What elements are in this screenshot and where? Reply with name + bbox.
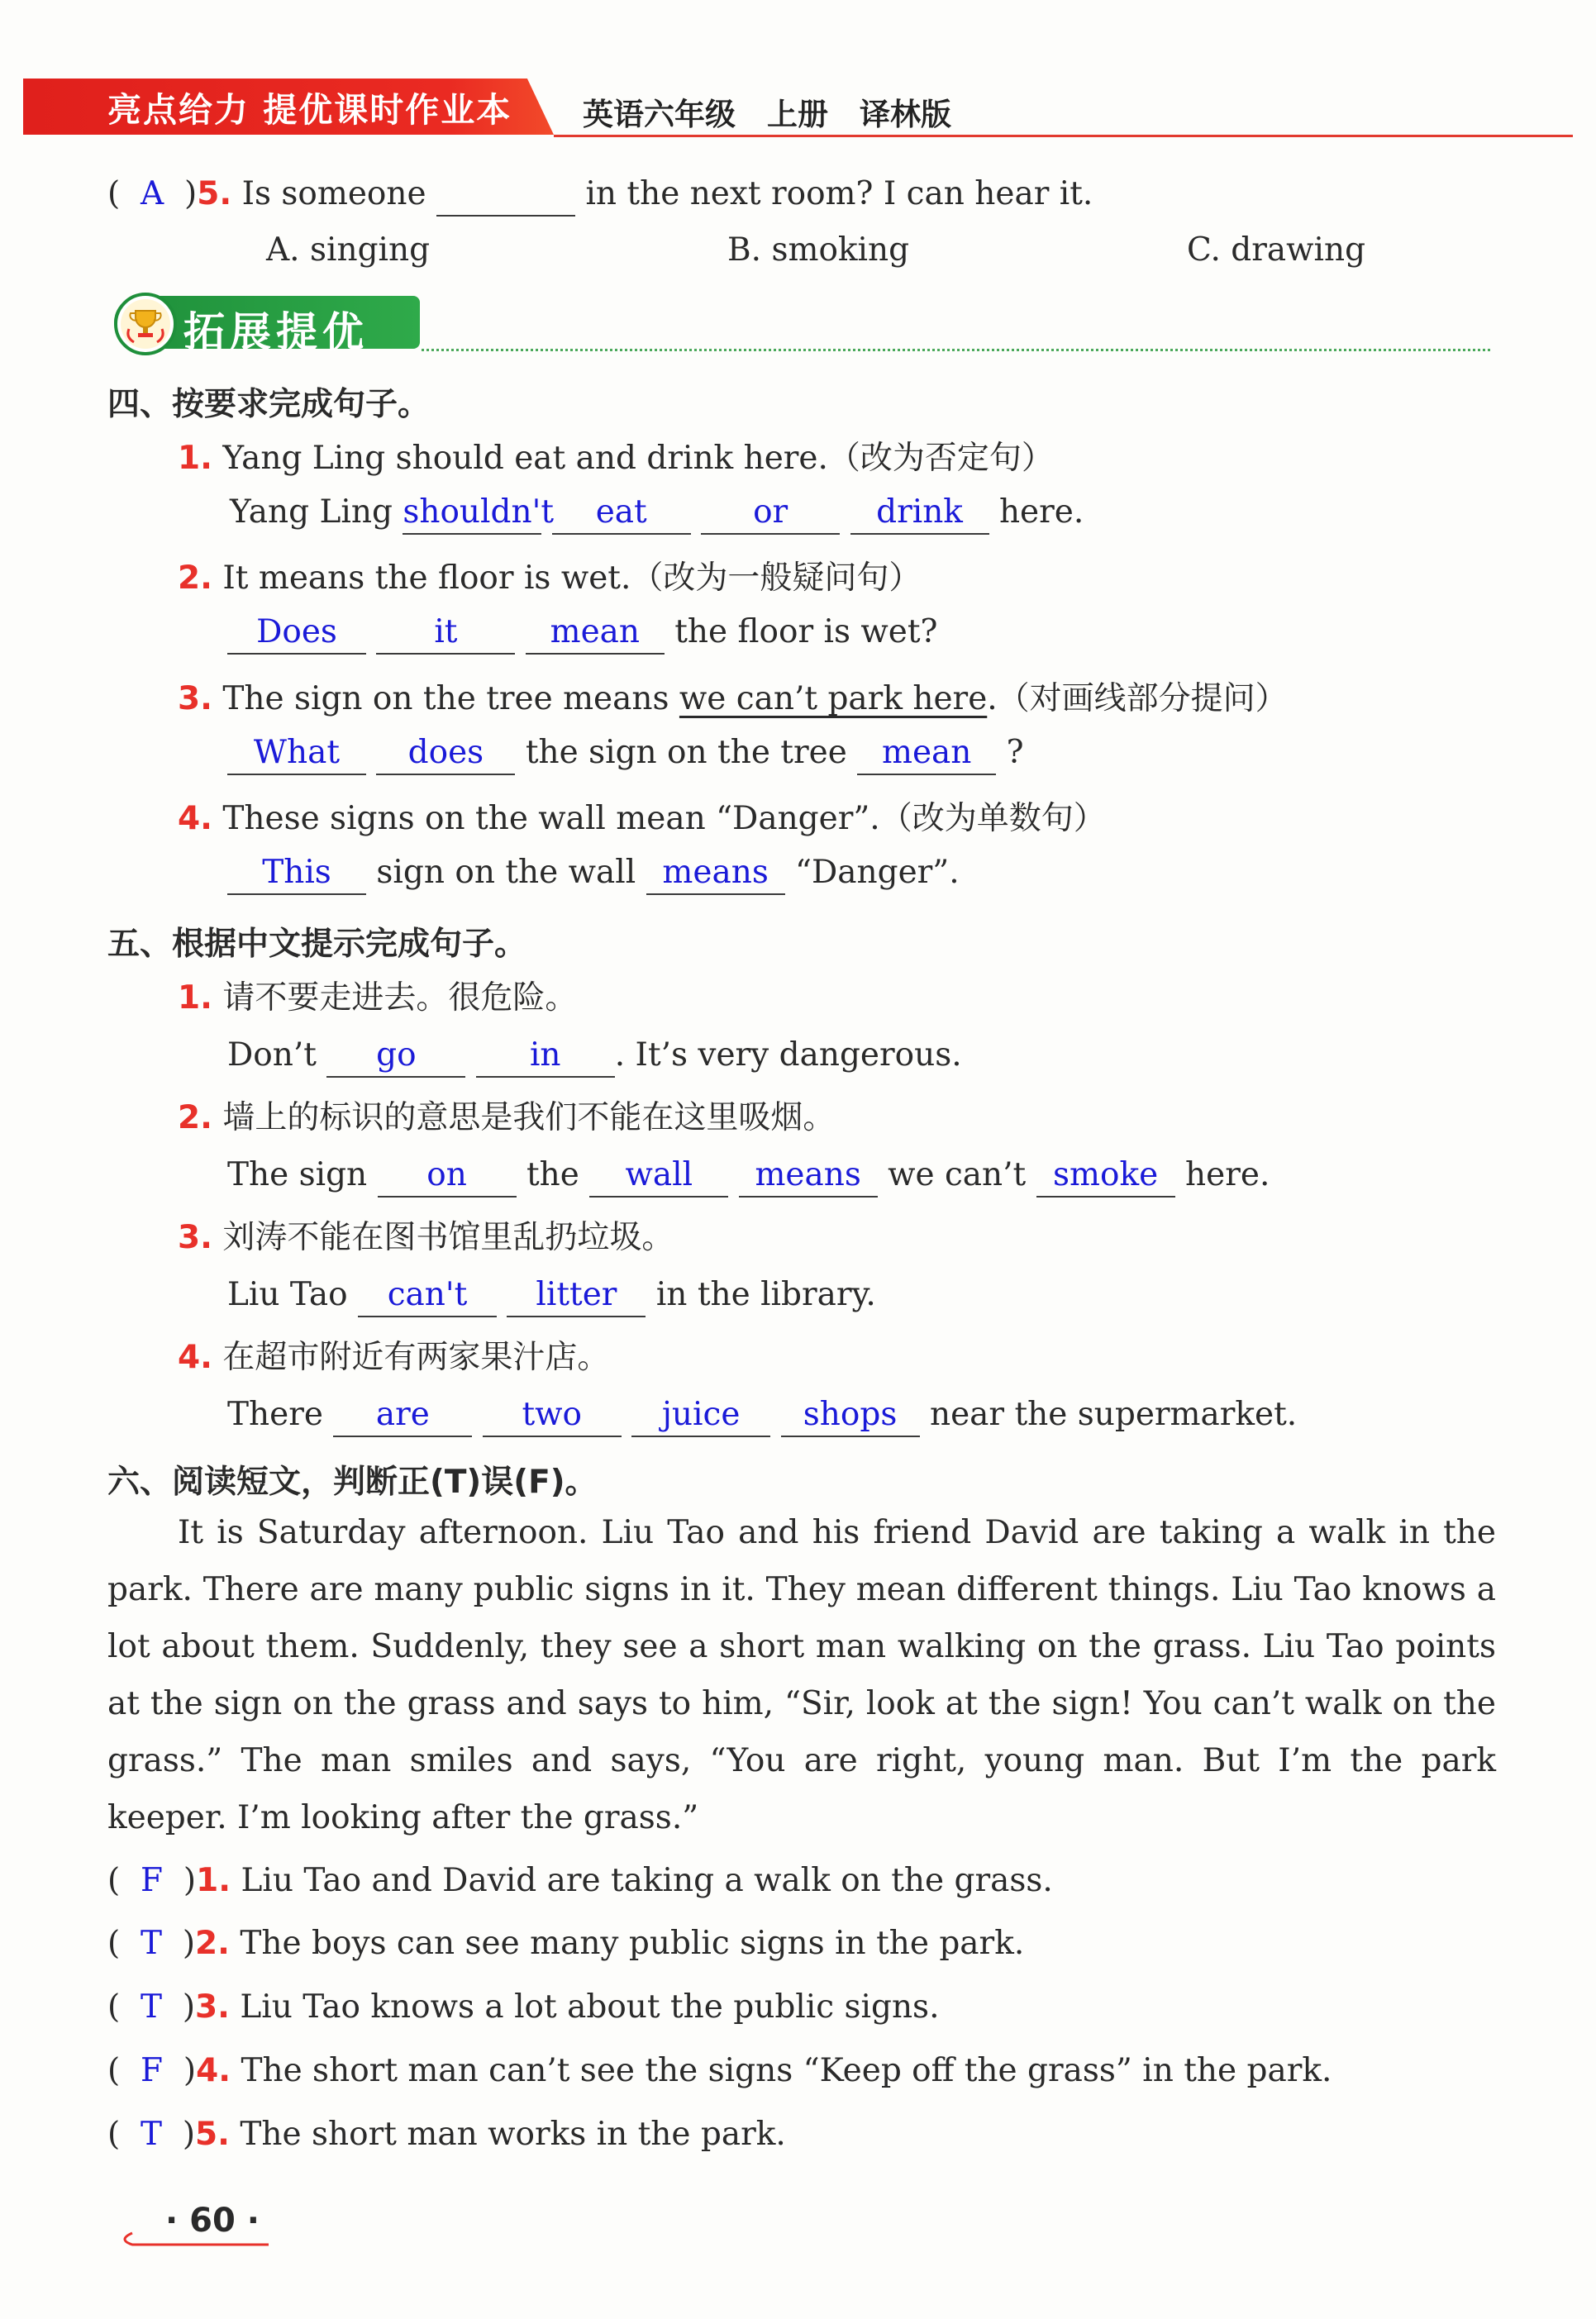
q5-answer: A (141, 175, 164, 212)
s5-a3-post: in the library. (655, 1276, 876, 1313)
answer-blank: go (326, 1039, 465, 1078)
answer-blank: are (333, 1398, 472, 1437)
s5-a2 (227, 1156, 1270, 1198)
s5-q3-number: 3. (178, 1219, 212, 1256)
section4-heading: 四、按要求完成句子。 (107, 386, 431, 423)
s5-a1 (227, 1036, 962, 1078)
answer-blank: on (378, 1159, 517, 1198)
s4-q2-prompt: It means the floor is wet.（改为一般疑问句） (222, 560, 922, 597)
s5-q1-chinese: 请不要走进去。很危险。 (222, 979, 578, 1017)
q5-number: 5. (197, 175, 232, 212)
s5-a3 (227, 1276, 876, 1317)
answer-blank: shops (781, 1398, 920, 1437)
s5-q1-number: 1. (178, 979, 212, 1017)
s5-a4-pre: There (227, 1396, 323, 1433)
s5-a2-pre: The sign (227, 1156, 368, 1193)
s4-a3 (227, 736, 1024, 775)
q5-blank (436, 178, 575, 217)
s4-a3-post: ? (1006, 734, 1024, 771)
s4-q3-prompt-post: .（对画线部分提问） (987, 680, 1288, 717)
s4-q1 (178, 440, 1054, 477)
answer-blank: What (227, 736, 366, 775)
section-divider (422, 349, 1490, 351)
judge-item: ( T )5. The short man works in the park. (107, 2116, 786, 2153)
judge-answer: F (141, 2052, 164, 2089)
answer-blank: shouldn't (403, 496, 541, 535)
trophy-icon (114, 293, 177, 355)
s4-q3-underlined: we can’t park here (679, 680, 988, 717)
s4-a4 (227, 856, 960, 895)
s4-a1-post: here. (998, 493, 1084, 531)
judge-statement: Liu Tao and David are taking a walk on the grass. (241, 1862, 1053, 1899)
s5-q1 (178, 979, 578, 1017)
answer-blank: two (483, 1398, 622, 1437)
answer-blank: means (739, 1159, 878, 1198)
answer-blank: it (376, 616, 515, 655)
s5-q4 (178, 1341, 609, 1374)
header-rule (554, 135, 1573, 137)
answer-blank: drink (850, 496, 989, 535)
judge-answer: T (141, 2116, 163, 2153)
q5-text-before: Is someone (241, 175, 426, 212)
q5-line: ( A )5. Is someone in the next room? I can hear it. (107, 178, 1093, 217)
answer-blank: Does (227, 616, 366, 655)
judge-answer: F (141, 1862, 164, 1899)
judge-answer: T (141, 1925, 163, 1962)
answer-blank: mean (526, 616, 665, 655)
q5-text-after: in the next room? I can hear it. (585, 175, 1093, 212)
s5-q2 (178, 1099, 836, 1136)
s4-q4-number: 4. (178, 800, 212, 837)
s5-a1-post: . It’s very dangerous. (614, 1036, 962, 1074)
judge-item: ( F )4. The short man can’t see the signs “Keep off the grass” in the park. (107, 2052, 1332, 2089)
answer-blank: means (646, 856, 785, 895)
s5-a4-post: near the supermarket. (929, 1396, 1298, 1433)
judge-number: 5. (195, 2116, 230, 2153)
answer-blank: mean (857, 736, 996, 775)
answer-blank: smoke (1036, 1159, 1175, 1198)
judge-number: 2. (195, 1925, 230, 1962)
s5-a2-mid1: the (526, 1156, 579, 1193)
judge-number: 1. (196, 1862, 231, 1899)
s4-q3-prompt-pre: The sign on the tree means (222, 680, 679, 717)
s5-a1-pre: Don’t (227, 1036, 317, 1074)
judge-statement: The short man works in the park. (240, 2116, 786, 2153)
answer-blank: or (701, 496, 840, 535)
s4-a4-post: “Danger”. (795, 854, 960, 891)
s4-a3-mid: the sign on the tree (525, 734, 847, 771)
judge-answer: T (141, 1988, 163, 2026)
s4-q1-prompt: Yang Ling should eat and drink here.（改为否定句） (222, 440, 1054, 477)
judge-statement: Liu Tao knows a lot about the public signs. (240, 1988, 940, 2026)
s4-q4 (178, 802, 1106, 835)
judge-number: 4. (196, 2052, 231, 2089)
section5-heading: 五、根据中文提示完成句子。 (107, 926, 527, 963)
s4-a2-post: the floor is wet? (674, 613, 938, 650)
judge-statement: The short man can’t see the signs “Keep off the grass” in the park. (241, 2052, 1332, 2089)
answer-blank: in (476, 1039, 615, 1078)
reading-passage: It is Saturday afternoon. Liu Tao and his friend David are taking a walk in the park. There are many public signs in it. They mean different things. Liu Tao knows a lot about them. Suddenly, they see a short man walking on the grass. Liu Tao points at the sign on the grass and says to him, “Sir, look at the sign! You can’t walk on the grass.” The man smiles and says, “You are right, young man. But I’m the park keeper. I’m looking after the grass.” (107, 1514, 1496, 1836)
answer-blank: eat (552, 496, 691, 535)
judge-item: ( T )3. Liu Tao knows a lot about the public signs. (107, 1988, 940, 2026)
s4-a1 (230, 493, 1084, 535)
section-title: 拓展提优 (183, 308, 369, 356)
answer-blank: does (376, 736, 515, 775)
section6-heading: 六、阅读短文，判断正(T)误(F)。 (107, 1464, 598, 1501)
book-series-title: 亮点给力 提优课时作业本 (107, 90, 512, 130)
q5-option-b: B. smoking (727, 231, 910, 269)
page-number: · 60 · (165, 2202, 260, 2240)
q5-option-a: A. singing (266, 231, 431, 269)
answer-blank: This (227, 856, 366, 895)
s4-a2 (227, 613, 938, 655)
book-info (583, 89, 983, 134)
s5-q4-chinese: 在超市附近有两家果汁店。 (222, 1339, 610, 1376)
judge-item: ( T )2. The boys can see many public signs in the park. (107, 1925, 1025, 1962)
s4-q2-number: 2. (178, 560, 212, 597)
s5-a2-mid2: we can’t (888, 1156, 1027, 1193)
s5-q3-chinese: 刘涛不能在图书馆里乱扔垃圾。 (222, 1219, 674, 1256)
s5-a2-post: here. (1185, 1156, 1270, 1193)
answer-blank: litter (507, 1279, 646, 1317)
answer-blank: wall (589, 1159, 728, 1198)
s4-q2 (178, 560, 922, 597)
s4-a1-pre: Yang Ling (230, 493, 393, 531)
s4-q4-prompt: These signs on the wall mean “Danger”.（改为单数句） (222, 800, 1106, 837)
s4-q1-number: 1. (178, 440, 212, 477)
volume-label: 上册 (767, 97, 828, 132)
s4-a4-mid: sign on the wall (376, 854, 636, 891)
q5-option-c: C. drawing (1187, 231, 1366, 269)
s5-q3 (178, 1221, 674, 1254)
judge-number: 3. (195, 1988, 230, 2026)
answer-blank: juice (631, 1398, 770, 1437)
edition-label: 译林版 (860, 97, 951, 132)
s5-a3-pre: Liu Tao (227, 1276, 348, 1313)
judge-statement: The boys can see many public signs in the park. (240, 1925, 1025, 1962)
s5-q4-number: 4. (178, 1339, 212, 1376)
judge-item: ( F )1. Liu Tao and David are taking a walk on the grass. (107, 1862, 1053, 1899)
s4-q3-number: 3. (178, 680, 212, 717)
s5-a4 (227, 1398, 1297, 1437)
subject-label: 英语六年级 (583, 97, 736, 132)
s5-q2-chinese: 墙上的标识的意思是我们不能在这里吸烟。 (222, 1099, 836, 1136)
answer-blank: can't (358, 1279, 497, 1317)
s4-q3 (178, 680, 1288, 717)
s5-q2-number: 2. (178, 1099, 212, 1136)
